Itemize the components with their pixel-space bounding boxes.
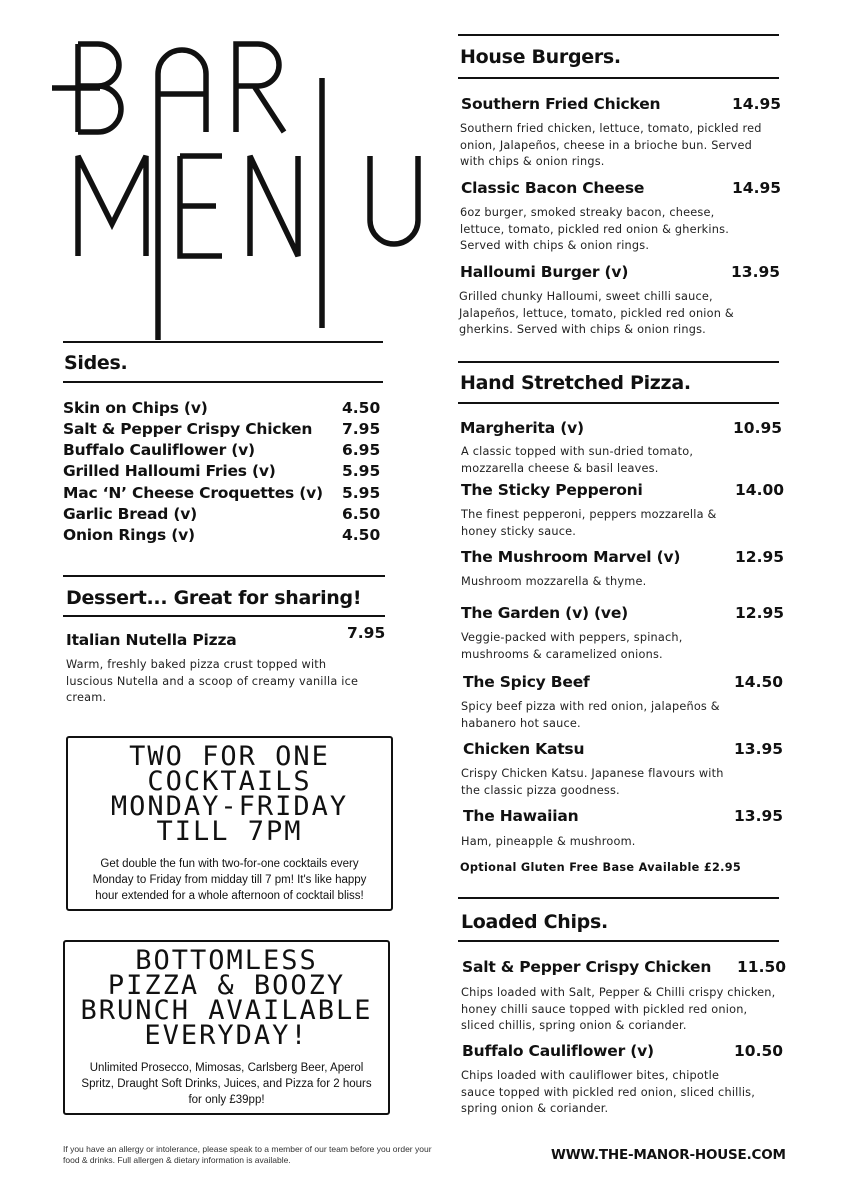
- sides-item: [63, 505, 383, 526]
- divider: [63, 575, 385, 577]
- pizza-item-name: The Sticky Pepperoni: [461, 481, 643, 499]
- pizza-item-price: 10.95: [733, 419, 783, 437]
- sides-item: [63, 420, 383, 441]
- allergy-notice: If you have an allergy or intolerance, please speak to a member of our team before you order your food & drinks. Full allergen & dietary information is available.: [63, 1144, 432, 1165]
- promo-box-brunch: [63, 940, 390, 1115]
- pizza-item-price: 12.95: [735, 548, 785, 566]
- burger-item-price: 13.95: [731, 263, 781, 281]
- pizza-item-price: 13.95: [734, 807, 784, 825]
- pizza-item-name: The Garden (v) (ve): [461, 604, 629, 622]
- dessert-item-desc: Warm, freshly baked pizza crust topped with luscious Nutella and a scoop of creamy vanilla ice cream.: [66, 658, 359, 704]
- pizza-item-name: Margherita (v): [460, 419, 584, 437]
- burger-item-desc: Grilled chunky Halloumi, sweet chilli sauce, Jalapeños, lettuce, tomato, pickled red onion & gherkins. Served with chips & onion rings.: [459, 290, 734, 336]
- item-name: Garlic Bread (v): [63, 505, 198, 523]
- burger-item-desc: Southern fried chicken, lettuce, tomato, pickled red onion, Jalapeños, cheese in a brioche bun. Served with chips & onion rings.: [460, 122, 762, 168]
- promo-body: Unlimited Prosecco, Mimosas, Carlsberg Beer, Aperol Spritz, Draught Soft Drinks, Juices, and Pizza for 2 hours for only £39pp!: [81, 1062, 372, 1106]
- pizza-item-name: The Spicy Beef: [463, 673, 590, 691]
- item-name: Salt & Pepper Crispy Chicken: [63, 420, 313, 438]
- pizza-item-price: 12.95: [735, 604, 785, 622]
- promo-headline: BOTTOMLESS PIZZA & BOOZY BRUNCH AVAILABLE EVERYDAY!: [80, 945, 373, 1051]
- item-price: 5.95: [342, 462, 381, 480]
- sides-item: [63, 526, 383, 547]
- dessert-item-name: Italian Nutella Pizza: [66, 631, 237, 649]
- promo-box-cocktails: [66, 736, 393, 911]
- chips-item-name: Salt & Pepper Crispy Chicken: [462, 958, 712, 976]
- item-price: 6.95: [342, 441, 381, 459]
- divider: [458, 897, 779, 899]
- gluten-free-note: Optional Gluten Free Base Available £2.95: [460, 861, 742, 874]
- chips-item-name: Buffalo Cauliflower (v): [462, 1042, 654, 1060]
- sides-item: [63, 399, 383, 420]
- sides-item: [63, 484, 383, 505]
- pizza-item-name: Chicken Katsu: [463, 740, 585, 758]
- pizza-item-desc: Crispy Chicken Katsu. Japanese flavours with the classic pizza goodness.: [461, 767, 724, 797]
- logo-graphic: [40, 28, 440, 348]
- divider: [458, 940, 779, 942]
- item-price: 6.50: [342, 505, 381, 523]
- pizza-item-price: 14.50: [734, 673, 784, 691]
- loaded-chips-title: Loaded Chips.: [461, 911, 608, 933]
- promo-headline: TWO FOR ONE COCKTAILS MONDAY-FRIDAY TILL 7PM: [110, 741, 349, 847]
- burger-item-name: Halloumi Burger (v): [460, 263, 629, 281]
- divider: [458, 361, 779, 363]
- dessert-item-price: 7.95: [347, 624, 386, 642]
- promo-body: Get double the fun with two-for-one cocktails every Monday to Friday from midday till 7 pm! It's like happy hour extended for a whole afternoon of cocktail bliss!: [92, 858, 367, 902]
- item-price: 5.95: [342, 484, 381, 502]
- divider: [63, 615, 385, 617]
- item-name: Grilled Halloumi Fries (v): [63, 462, 276, 480]
- pizza-item-desc: Veggie-packed with peppers, spinach, mushrooms & caramelized onions.: [461, 631, 683, 661]
- website-url[interactable]: WWW.THE-MANOR-HOUSE.COM: [551, 1147, 786, 1163]
- pizza-item-price: 13.95: [734, 740, 784, 758]
- item-name: Buffalo Cauliflower (v): [63, 441, 255, 459]
- burgers-title: House Burgers.: [460, 46, 621, 68]
- divider: [458, 402, 779, 404]
- item-price: 4.50: [342, 399, 381, 417]
- divider: [458, 34, 779, 36]
- burger-item-desc: 6oz burger, smoked streaky bacon, cheese, lettuce, tomato, pickled red onion & gherkins. Served with chips & onion rings.: [460, 206, 729, 252]
- burger-item-name: Southern Fried Chicken: [461, 95, 661, 113]
- divider: [63, 341, 383, 343]
- pizza-item-desc: The finest pepperoni, peppers mozzarella & honey sticky sauce.: [461, 508, 717, 538]
- divider: [458, 77, 779, 79]
- item-price: 4.50: [342, 526, 381, 544]
- pizza-item-price: 14.00: [735, 481, 785, 499]
- pizza-item-desc: Ham, pineapple & mushroom.: [461, 835, 636, 848]
- item-name: Onion Rings (v): [63, 526, 195, 544]
- item-name: Mac ‘N’ Cheese Croquettes (v): [63, 484, 323, 502]
- chips-item-desc: Chips loaded with Salt, Pepper & Chilli crispy chicken, honey chilli sauce topped with pickled red onion, sliced chillis, spring onion & coriander.: [461, 986, 776, 1032]
- burger-item-name: Classic Bacon Cheese: [461, 179, 645, 197]
- pizza-item-desc: A classic topped with sun-dried tomato, mozzarella cheese & basil leaves.: [461, 445, 694, 475]
- pizza-title: Hand Stretched Pizza.: [460, 372, 691, 394]
- burger-item-price: 14.95: [732, 95, 782, 113]
- sides-title: Sides.: [64, 352, 128, 374]
- pizza-item-desc: Spicy beef pizza with red onion, jalapeños & habanero hot sauce.: [461, 700, 720, 730]
- item-name: Skin on Chips (v): [63, 399, 208, 417]
- item-price: 7.95: [342, 420, 381, 438]
- chips-item-price: 11.50: [737, 958, 787, 976]
- pizza-item-name: The Hawaiian: [463, 807, 579, 825]
- pizza-item-name: The Mushroom Marvel (v): [461, 548, 681, 566]
- burger-item-price: 14.95: [732, 179, 782, 197]
- divider: [63, 381, 383, 383]
- sides-item: [63, 462, 383, 483]
- chips-item-price: 10.50: [734, 1042, 784, 1060]
- pizza-item-desc: Mushroom mozzarella & thyme.: [461, 575, 647, 588]
- chips-item-desc: Chips loaded with cauliflower bites, chipotle sauce topped with pickled red onion, sliced chillis, spring onion & coriander.: [461, 1069, 756, 1115]
- sides-item: [63, 441, 383, 462]
- dessert-title: Dessert... Great for sharing!: [66, 587, 362, 609]
